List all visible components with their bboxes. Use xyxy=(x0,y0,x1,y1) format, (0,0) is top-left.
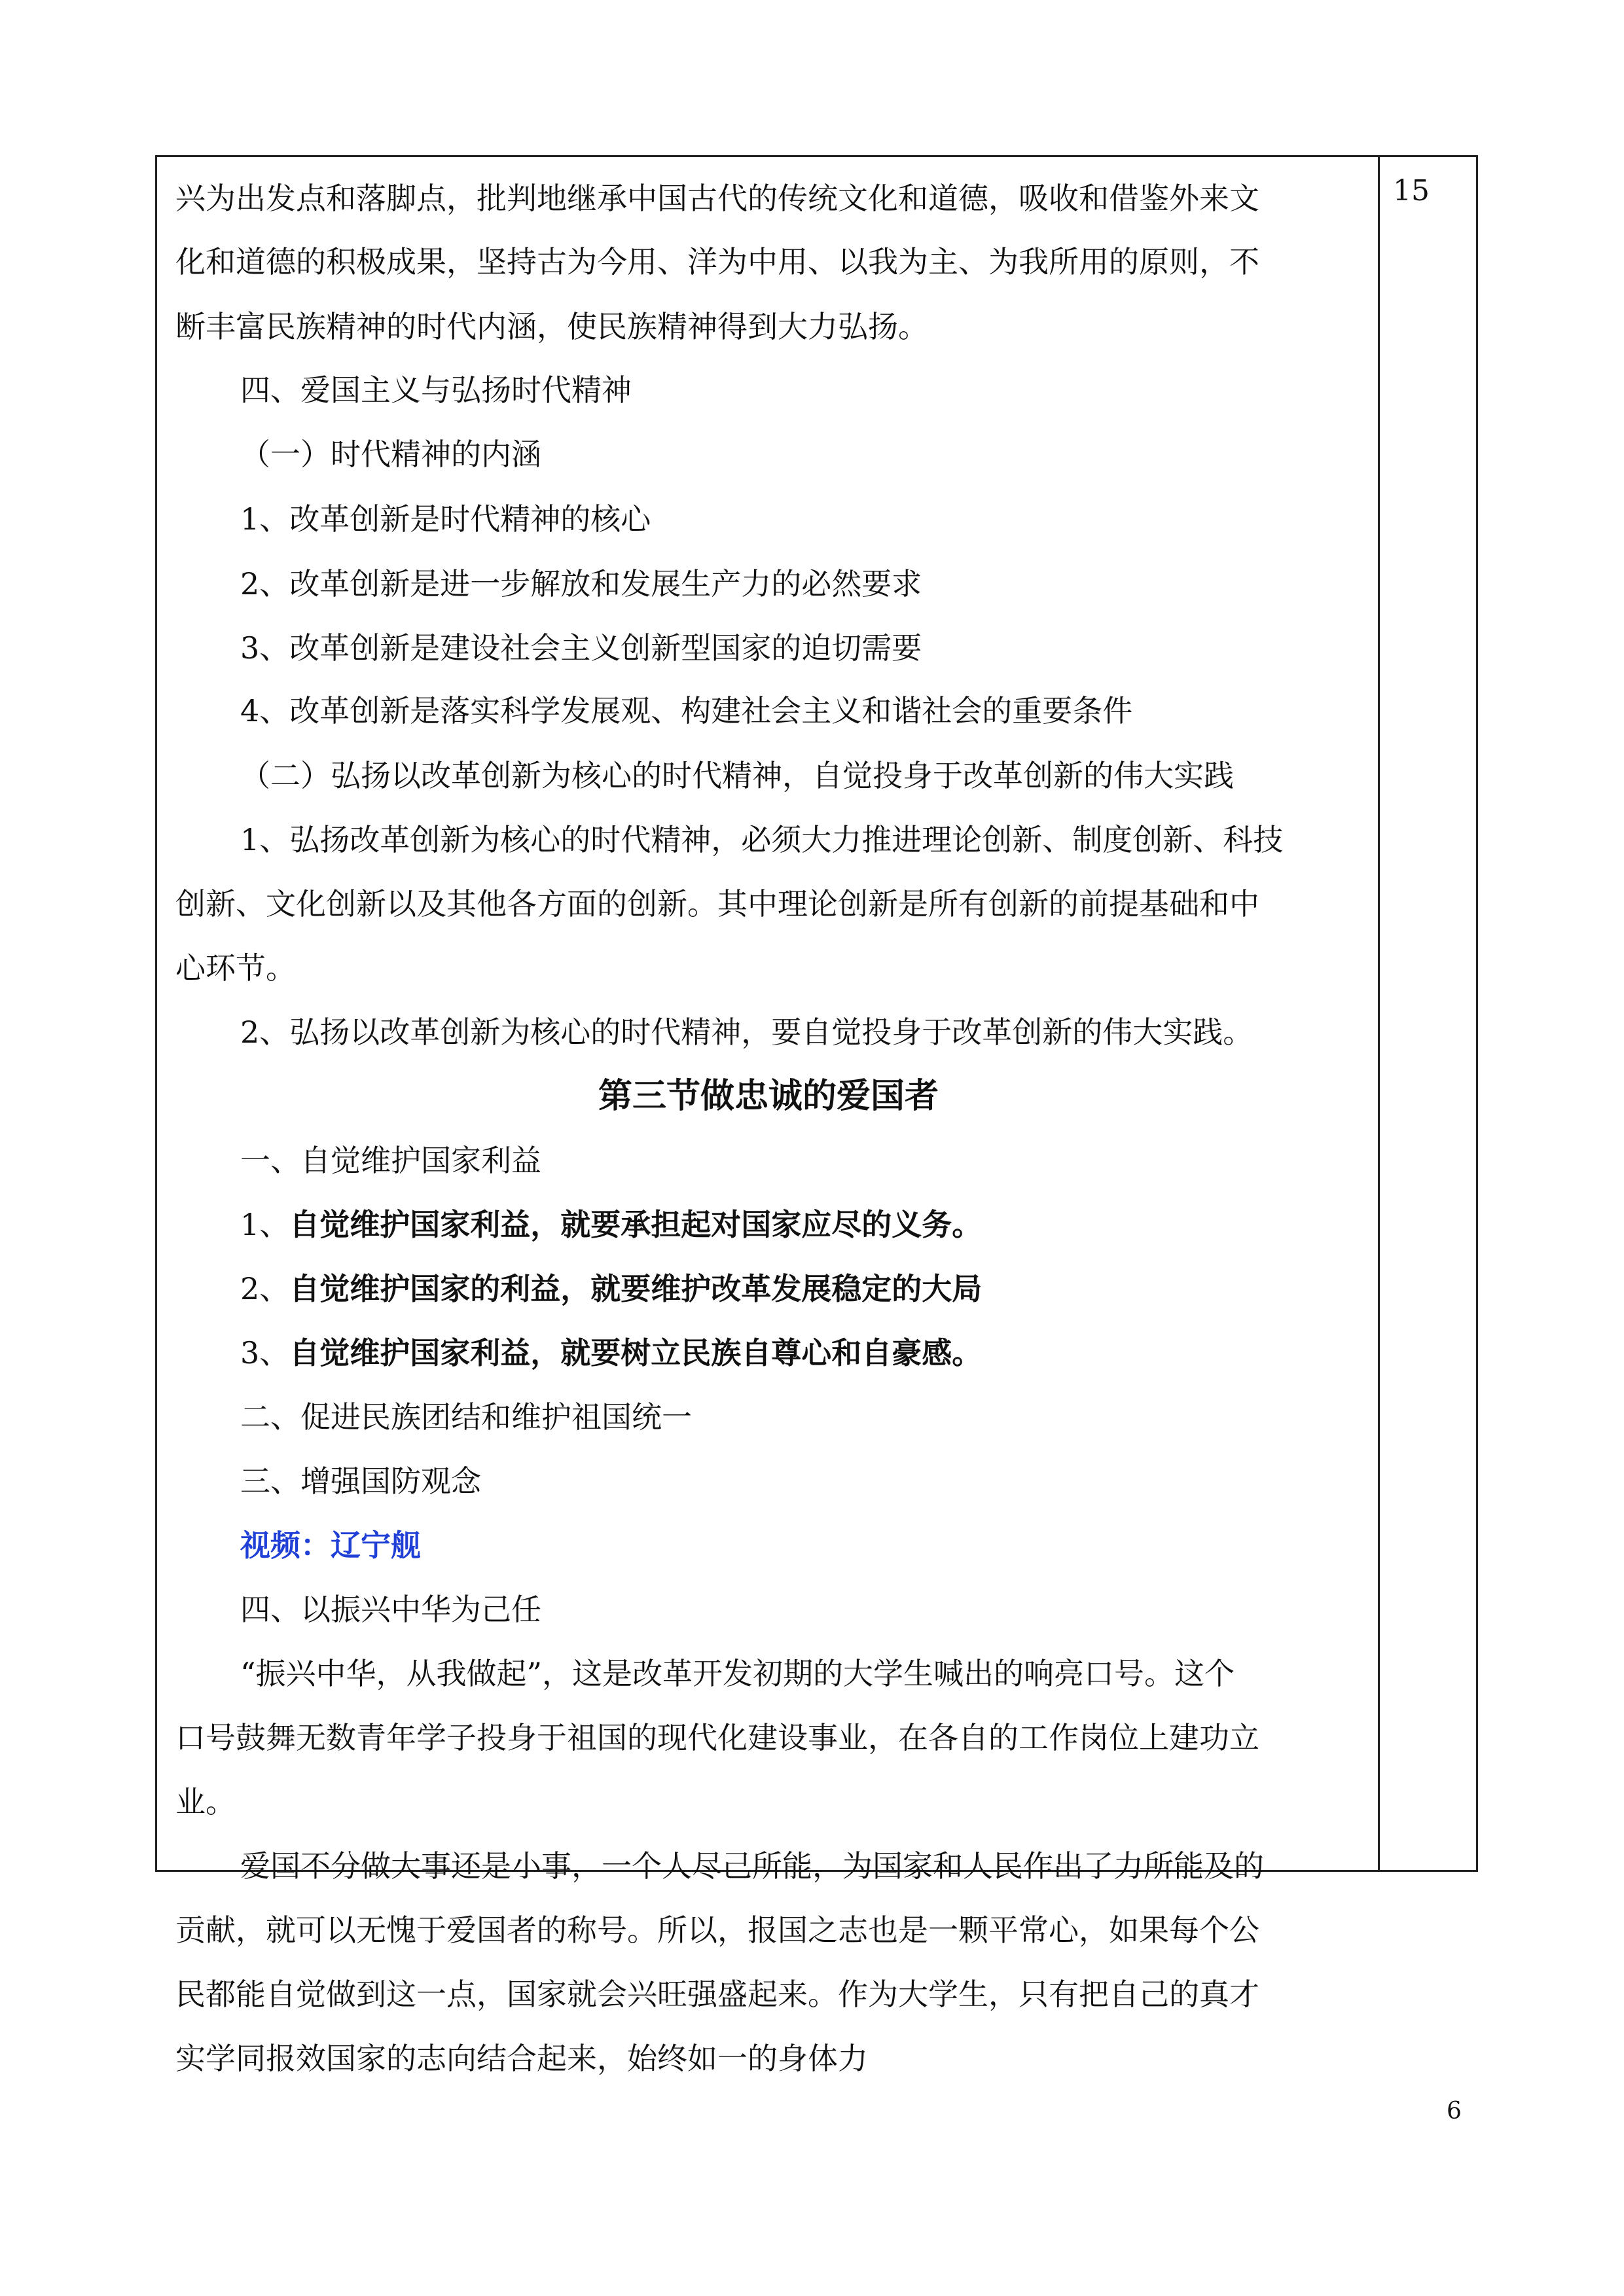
list-item: 3、改革创新是建设社会主义创新型国家的迫切需要 xyxy=(240,630,922,666)
paragraph-line: 业。 xyxy=(175,1784,236,1820)
paragraph-line: 兴为出发点和落脚点，批判地继承中国古代的传统文化和道德，吸收和借鉴外来文 xyxy=(175,181,1259,216)
section-title: 第三节做忠诚的爱国者 xyxy=(598,1076,939,1116)
page-number: 6 xyxy=(1447,2098,1462,2125)
paragraph-line: 化和道德的积极成果，坚持古为今用、洋为中用、以我为主、为我所用的原则，不 xyxy=(175,244,1259,279)
list-number: 1、 xyxy=(240,1207,290,1242)
paragraph-line: 贡献，就可以无愧于爱国者的称号。所以，报国之志也是一颗平常心，如果每个公 xyxy=(175,1912,1259,1948)
paragraph-line: 实学同报效国家的志向结合起来，始终如一的身体力 xyxy=(175,2041,868,2076)
heading-three: 三、增强国防观念 xyxy=(240,1463,481,1499)
main-content-cell xyxy=(157,157,1380,2076)
list-item xyxy=(240,1207,983,1242)
paragraph-line: 创新、文化创新以及其他各方面的创新。其中理论创新是所有创新的前提基础和中 xyxy=(175,886,1259,922)
list-number: 2、 xyxy=(240,1271,290,1306)
list-item: 2、弘扬以改革创新为核心的时代精神，要自觉投身于改革创新的伟大实践。 xyxy=(240,1014,1254,1050)
heading-one: 一、自觉维护国家利益 xyxy=(240,1143,541,1178)
subheading-one: （一）时代精神的内涵 xyxy=(240,437,541,472)
list-item: 4、改革创新是落实科学发展观、构建社会主义和谐社会的重要条件 xyxy=(240,693,1133,728)
bold-point: 自觉维护国家利益，就要树立民族自尊心和自豪感。 xyxy=(289,1335,983,1371)
paragraph-line: 断丰富民族精神的时代内涵，使民族精神得到大力弘扬。 xyxy=(175,309,928,344)
time-cell xyxy=(1380,157,1476,1870)
paragraph-line: 心环节。 xyxy=(175,950,296,986)
heading-two: 二、促进民族团结和维护祖国统一 xyxy=(240,1399,692,1435)
list-number: 3、 xyxy=(240,1335,290,1371)
bold-point: 自觉维护国家利益，就要承担起对国家应尽的义务。 xyxy=(289,1207,983,1242)
content-table xyxy=(155,155,1478,2076)
paragraph-line: “振兴中华，从我做起”，这是改革开发初期的大学生喊出的响亮口号。这个 xyxy=(240,1656,1235,1691)
list-item: 1、弘扬改革创新为核心的时代精神，必须大力推进理论创新、制度创新、科技 xyxy=(240,822,1284,857)
paragraph-line: 民都能自觉做到这一点，国家就会兴旺强盛起来。作为大学生，只有把自己的真才 xyxy=(175,1977,1259,2012)
heading-four: 四、爱国主义与弘扬时代精神 xyxy=(240,372,632,408)
list-item: 1、改革创新是时代精神的核心 xyxy=(240,501,651,537)
subheading-two: （二）弘扬以改革创新为核心的时代精神，自觉投身于改革创新的伟大实践 xyxy=(240,758,1234,793)
list-item xyxy=(240,1271,983,1306)
paragraph-line: 口号鼓舞无数青年学子投身于祖国的现代化建设事业，在各自的工作岗位上建功立 xyxy=(175,1720,1259,1755)
time-minutes: 15 xyxy=(1393,174,1430,207)
list-item xyxy=(240,1335,983,1371)
video-reference: 视频：辽宁舰 xyxy=(240,1528,421,1563)
list-item: 2、改革创新是进一步解放和发展生产力的必然要求 xyxy=(240,566,922,601)
heading-four: 四、以振兴中华为己任 xyxy=(240,1592,541,1627)
paragraph-line: 爱国不分做大事还是小事，一个人尽己所能，为国家和人民作出了力所能及的 xyxy=(240,1848,1264,1884)
bold-point: 自觉维护国家的利益，就要维护改革发展稳定的大局 xyxy=(289,1271,983,1306)
